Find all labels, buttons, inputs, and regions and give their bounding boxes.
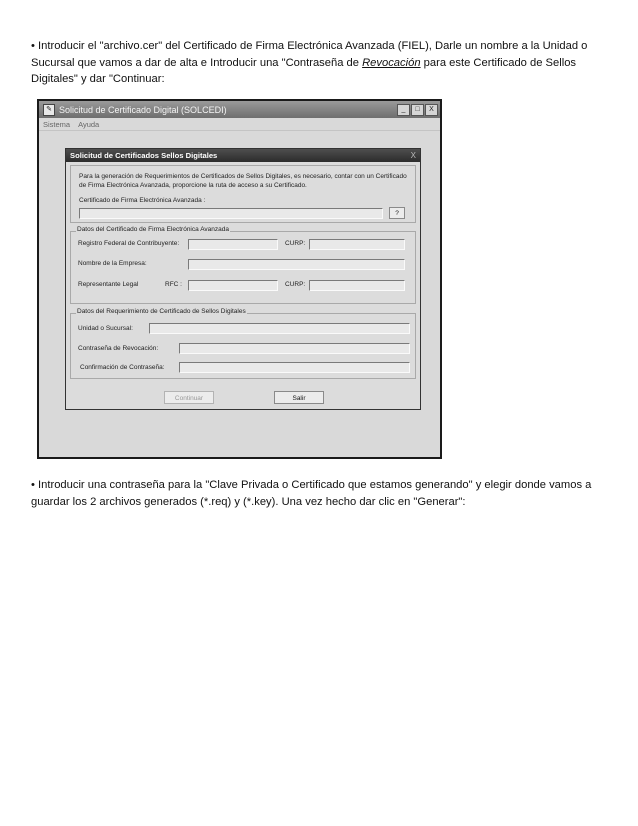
rfc-field[interactable]	[188, 239, 278, 250]
intro-text: Para la generación de Requerimientos de Certificados de Sellos Digitales, es necesario, contar con un Certificado de Firma Electrónica Avanzada, proporcione la ruta de acceso a su Certificado.	[79, 173, 407, 189]
requirement-group-legend: Datos del Requerimiento de Certificado de Sellos Digitales	[77, 308, 246, 315]
paragraph-text-end: para este Certificado de Sellos Digitales" y dar "Continuar:	[31, 56, 577, 85]
rep-curp-field[interactable]	[309, 280, 405, 291]
continuar-button[interactable]: Continuar	[164, 391, 214, 404]
instruction-paragraph-2: • Introducir una contraseña para la "Clave Privada o Certificado que estamos generando" y elegir donde vamos a guardar los 2 archivos generados (*.req) y (*.key). Una vez hecho dar clic en "Generar":	[31, 479, 592, 508]
minimize-icon[interactable]: _	[397, 104, 410, 116]
menu-sistema[interactable]: Sistema	[43, 119, 71, 129]
close-icon[interactable]: X	[425, 104, 438, 116]
paragraph-text: • Introducir el "archivo.cer" del Certificado de Firma Electrónica Avanzada (FIEL), Darle un nombre a la Unidad o Sucursal que vamos a dar de alta e Introducir una "Contraseña de	[31, 40, 588, 69]
fiel-group-legend: Datos del Certificado de Firma Electrónica Avanzada	[77, 226, 229, 233]
rep-rfc-field[interactable]	[188, 280, 278, 291]
instruction-paragraph-1	[31, 38, 611, 88]
requirement-data-group	[70, 308, 416, 379]
browse-button[interactable]: ?	[389, 207, 405, 219]
empresa-field[interactable]	[188, 259, 405, 270]
dialog-close-icon[interactable]: X	[410, 151, 416, 160]
representante-label: Representante Legal	[78, 281, 139, 288]
empresa-label: Nombre de la Empresa:	[78, 260, 147, 267]
rep-curp-label: CURP:	[285, 281, 306, 288]
salir-button[interactable]: Salir	[274, 391, 324, 404]
main-window	[39, 101, 440, 457]
curp-label: CURP:	[285, 240, 306, 247]
certificate-request-dialog	[65, 148, 421, 410]
dialog-title: Solicitud de Certificados Sellos Digitales	[70, 151, 218, 160]
revocacion-label: Contraseña de Revocación:	[78, 345, 159, 352]
confirmacion-input[interactable]	[179, 362, 410, 373]
maximize-icon[interactable]: □	[411, 104, 424, 116]
app-icon: ✎	[43, 104, 55, 116]
curp-field[interactable]	[309, 239, 405, 250]
window-titlebar	[39, 101, 440, 118]
window-title: Solicitud de Certificado Digital (SOLCEDI)	[59, 104, 227, 115]
unidad-input[interactable]	[149, 323, 410, 334]
revocacion-input[interactable]	[179, 343, 410, 354]
certificate-group	[70, 165, 416, 223]
emphasis-revocacion: Revocación	[362, 56, 421, 69]
dialog-titlebar	[66, 149, 420, 162]
window-controls	[397, 104, 438, 116]
fiel-data-group	[70, 226, 416, 304]
screenshot-frame	[37, 99, 442, 459]
confirmacion-label: Confirmación de Contraseña:	[80, 364, 165, 371]
cert-path-input[interactable]	[79, 208, 383, 219]
menu-ayuda[interactable]: Ayuda	[78, 119, 100, 129]
unidad-label: Unidad o Sucursal:	[78, 325, 133, 332]
cert-label: Certificado de Firma Electrónica Avanzada :	[79, 197, 206, 204]
menu-bar	[39, 118, 440, 131]
rfc-label: Registro Federal de Contribuyente:	[78, 240, 180, 247]
rep-rfc-label: RFC :	[165, 281, 182, 288]
